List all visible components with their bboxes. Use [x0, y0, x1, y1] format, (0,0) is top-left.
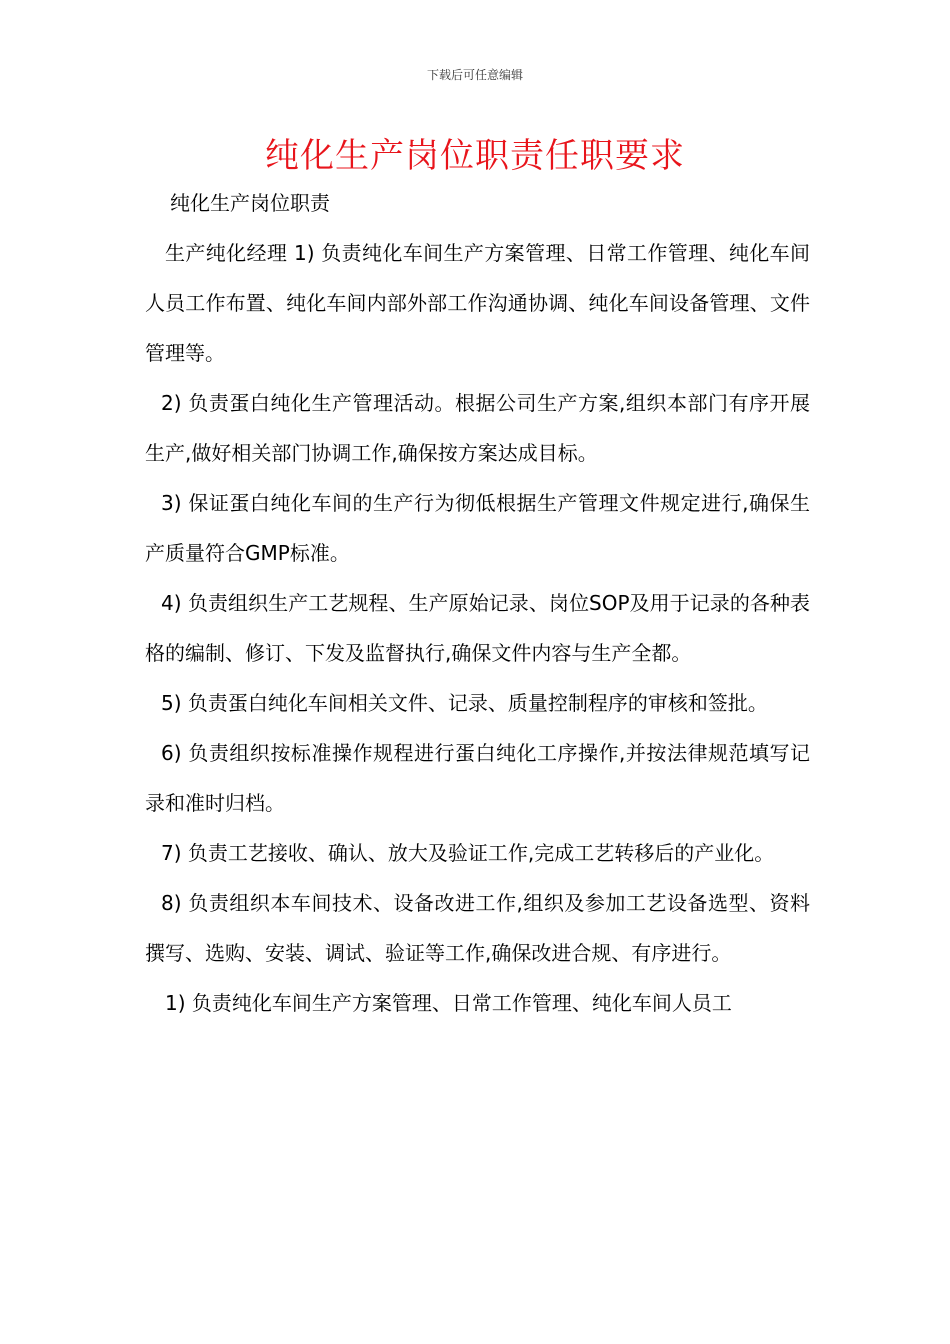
document-body [145, 178, 810, 1028]
paragraph-5: 5) 负责蛋白纯化车间相关文件、记录、质量控制程序的审核和签批。 [161, 691, 768, 715]
paragraph-8: 8) 负责组织本车间技术、设备改进工作,组织及参加工艺设备选型、资料撰写、选购、安装、调试、验证等工作,确保改进合规、有序进行。 [145, 891, 810, 965]
document-title: 纯化生产岗位职责任职要求 [265, 136, 685, 176]
paragraph-3: 3) 保证蛋白纯化车间的生产行为彻低根据生产管理文件规定进行,确保生产质量符合GMP标准。 [145, 491, 810, 565]
paragraph-2: 2) 负责蛋白纯化生产管理活动。根据公司生产方案,组织本部门有序开展生产,做好相关部门协调工作,确保按方案达成目标。 [145, 391, 810, 465]
paragraph-4: 4) 负责组织生产工艺规程、生产原始记录、岗位SOP及用于记录的各种表格的编制、修订、下发及监督执行,确保文件内容与生产全都。 [145, 591, 810, 665]
paragraph-6: 6) 负责组织按标准操作规程进行蛋白纯化工序操作,并按法律规范填写记录和准时归档。 [145, 741, 810, 815]
header-note: 下载后可任意编辑 [426, 68, 523, 82]
paragraph-9: 1) 负责纯化车间生产方案管理、日常工作管理、纯化车间人员工 [165, 991, 732, 1015]
section-subtitle: 纯化生产岗位职责 [170, 191, 330, 215]
paragraph-1: 生产纯化经理 1) 负责纯化车间生产方案管理、日常工作管理、纯化车间人员工作布置、纯化车间内部外部工作沟通协调、纯化车间设备管理、文件管理等。 [145, 241, 810, 365]
paragraph-7: 7) 负责工艺接收、确认、放大及验证工作,完成工艺转移后的产业化。 [161, 841, 775, 865]
